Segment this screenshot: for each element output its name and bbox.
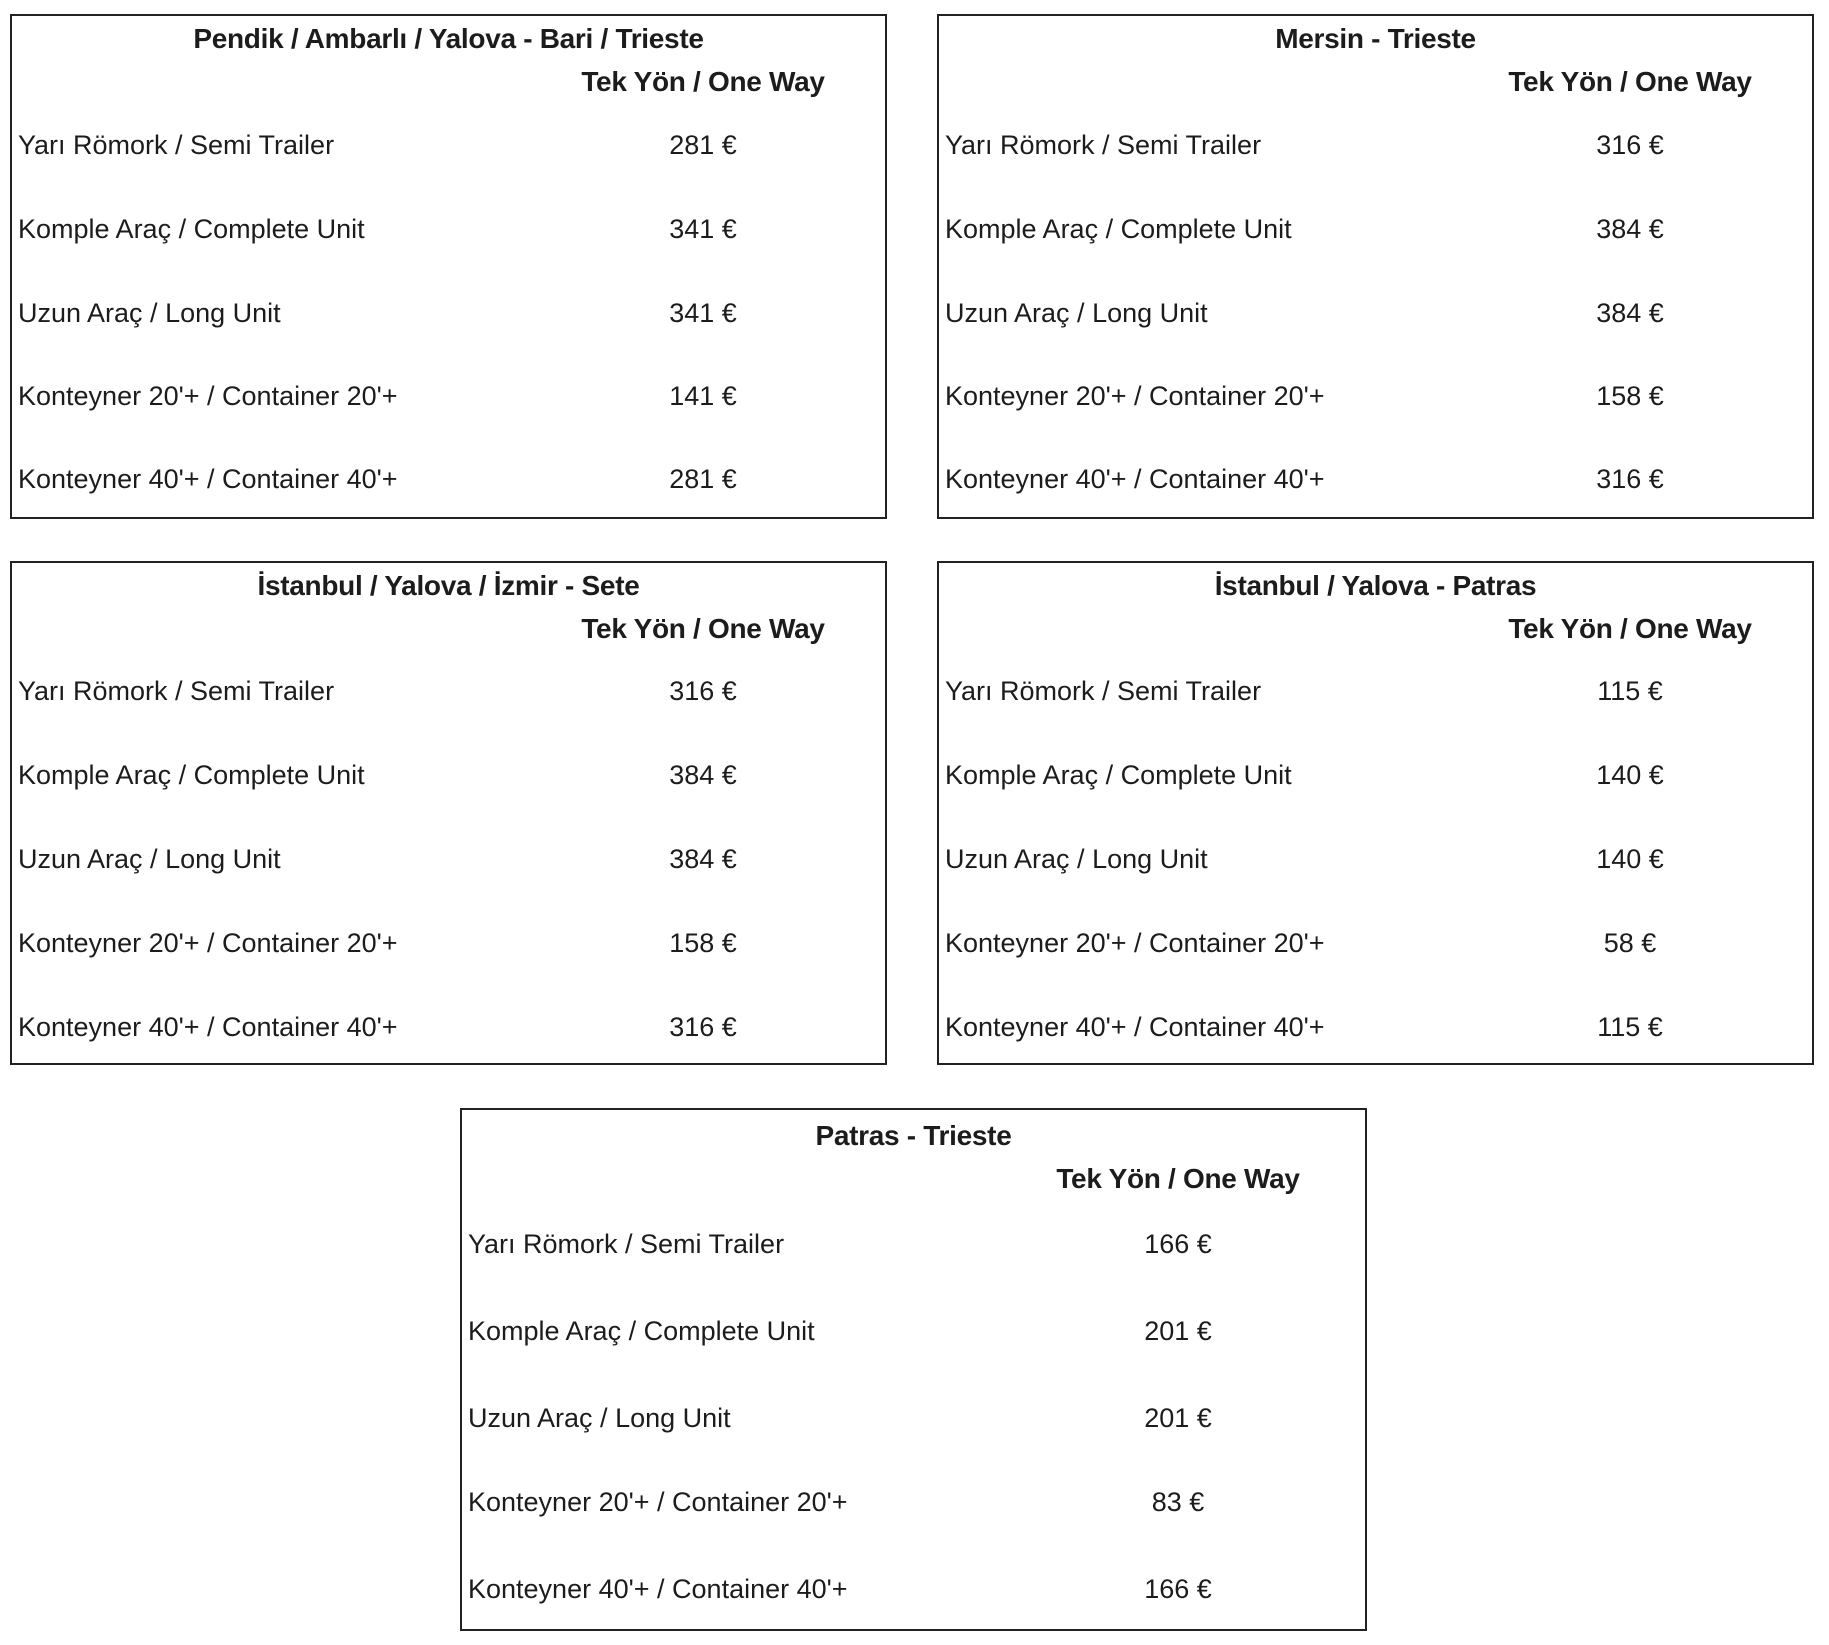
row-label: Uzun Araç / Long Unit <box>18 844 281 874</box>
table-row <box>939 128 1812 162</box>
row-label: Konteyner 20'+ / Container 20'+ <box>945 381 1325 411</box>
table-row <box>462 1314 1365 1348</box>
row-label: Konteyner 20'+ / Container 20'+ <box>18 928 398 958</box>
table-row <box>939 758 1812 792</box>
row-price: 201 € <box>1144 1403 1212 1433</box>
row-price: 141 € <box>669 381 737 411</box>
table-row <box>939 462 1812 496</box>
row-label: Yarı Römork / Semi Trailer <box>945 130 1262 160</box>
row-price: 384 € <box>1596 298 1664 328</box>
table-title: İstanbul / Yalova - Patras <box>1214 570 1537 601</box>
table-row <box>462 1227 1365 1261</box>
table-row <box>939 674 1812 708</box>
table-row <box>462 1572 1365 1606</box>
table-title: Pendik / Ambarlı / Yalova - Bari / Trieste <box>193 23 704 54</box>
row-price: 140 € <box>1596 844 1664 874</box>
table-row <box>12 462 885 496</box>
column-header-one-way: Tek Yön / One Way <box>1508 613 1752 644</box>
row-label: Konteyner 40'+ / Container 40'+ <box>468 1574 848 1604</box>
row-label: Uzun Araç / Long Unit <box>945 298 1208 328</box>
row-label: Komple Araç / Complete Unit <box>18 760 365 790</box>
table-title: İstanbul / Yalova / İzmir - Sete <box>257 570 640 601</box>
tariff-table-patras-trieste <box>460 1108 1367 1631</box>
row-price: 384 € <box>669 760 737 790</box>
row-price: 316 € <box>669 1012 737 1042</box>
column-header-one-way: Tek Yön / One Way <box>581 613 825 644</box>
column-header-one-way: Tek Yön / One Way <box>1508 66 1752 97</box>
row-price: 115 € <box>1597 676 1663 706</box>
row-price: 384 € <box>669 844 737 874</box>
row-label: Konteyner 40'+ / Container 40'+ <box>18 1012 398 1042</box>
row-label: Komple Araç / Complete Unit <box>18 214 365 244</box>
row-label: Uzun Araç / Long Unit <box>468 1403 731 1433</box>
row-price: 281 € <box>669 130 737 160</box>
table-row <box>939 926 1812 960</box>
row-price: 316 € <box>1596 130 1664 160</box>
row-price: 281 € <box>669 464 737 494</box>
tariff-table-istanbul-izmir-sete <box>10 561 887 1065</box>
row-label: Yarı Römork / Semi Trailer <box>18 676 335 706</box>
row-label: Konteyner 40'+ / Container 40'+ <box>18 464 398 494</box>
table-row <box>462 1401 1365 1435</box>
row-label: Konteyner 40'+ / Container 40'+ <box>945 464 1325 494</box>
row-label: Konteyner 20'+ / Container 20'+ <box>468 1487 848 1517</box>
table-row <box>12 842 885 876</box>
row-price: 166 € <box>1144 1574 1212 1604</box>
tariff-table-mersin-trieste <box>937 14 1814 519</box>
table-row <box>939 379 1812 413</box>
tariff-table-istanbul-patras <box>937 561 1814 1065</box>
row-label: Komple Araç / Complete Unit <box>945 214 1292 244</box>
table-row <box>939 212 1812 246</box>
row-price: 115 € <box>1597 1012 1663 1042</box>
row-price: 384 € <box>1596 214 1664 244</box>
table-row <box>939 1010 1812 1044</box>
table-row <box>12 296 885 330</box>
tariff-table-pendik-bari-trieste <box>10 14 887 519</box>
table-title: Patras - Trieste <box>815 1120 1012 1151</box>
row-label: Uzun Araç / Long Unit <box>18 298 281 328</box>
row-label: Konteyner 20'+ / Container 20'+ <box>18 381 398 411</box>
table-row <box>12 379 885 413</box>
row-label: Komple Araç / Complete Unit <box>945 760 1292 790</box>
table-row <box>939 296 1812 330</box>
row-label: Uzun Araç / Long Unit <box>945 844 1208 874</box>
row-price: 58 € <box>1603 928 1657 958</box>
table-row <box>462 1485 1365 1519</box>
table-row <box>12 1010 885 1044</box>
row-label: Yarı Römork / Semi Trailer <box>468 1229 785 1259</box>
table-row <box>12 212 885 246</box>
row-price: 158 € <box>669 928 737 958</box>
row-price: 201 € <box>1144 1316 1212 1346</box>
row-price: 83 € <box>1151 1487 1205 1517</box>
row-label: Yarı Römork / Semi Trailer <box>18 130 335 160</box>
table-row <box>12 758 885 792</box>
row-label: Komple Araç / Complete Unit <box>468 1316 815 1346</box>
column-header-one-way: Tek Yön / One Way <box>581 66 825 97</box>
table-row <box>12 926 885 960</box>
row-price: 158 € <box>1596 381 1664 411</box>
row-label: Konteyner 20'+ / Container 20'+ <box>945 928 1325 958</box>
row-price: 341 € <box>669 298 737 328</box>
table-row <box>12 674 885 708</box>
table-row <box>12 128 885 162</box>
row-label: Yarı Römork / Semi Trailer <box>945 676 1262 706</box>
row-price: 140 € <box>1596 760 1664 790</box>
row-label: Konteyner 40'+ / Container 40'+ <box>945 1012 1325 1042</box>
row-price: 166 € <box>1144 1229 1212 1259</box>
row-price: 341 € <box>669 214 737 244</box>
table-title: Mersin - Trieste <box>1275 23 1476 54</box>
row-price: 316 € <box>1596 464 1664 494</box>
row-price: 316 € <box>669 676 737 706</box>
table-row <box>939 842 1812 876</box>
column-header-one-way: Tek Yön / One Way <box>1056 1163 1300 1194</box>
